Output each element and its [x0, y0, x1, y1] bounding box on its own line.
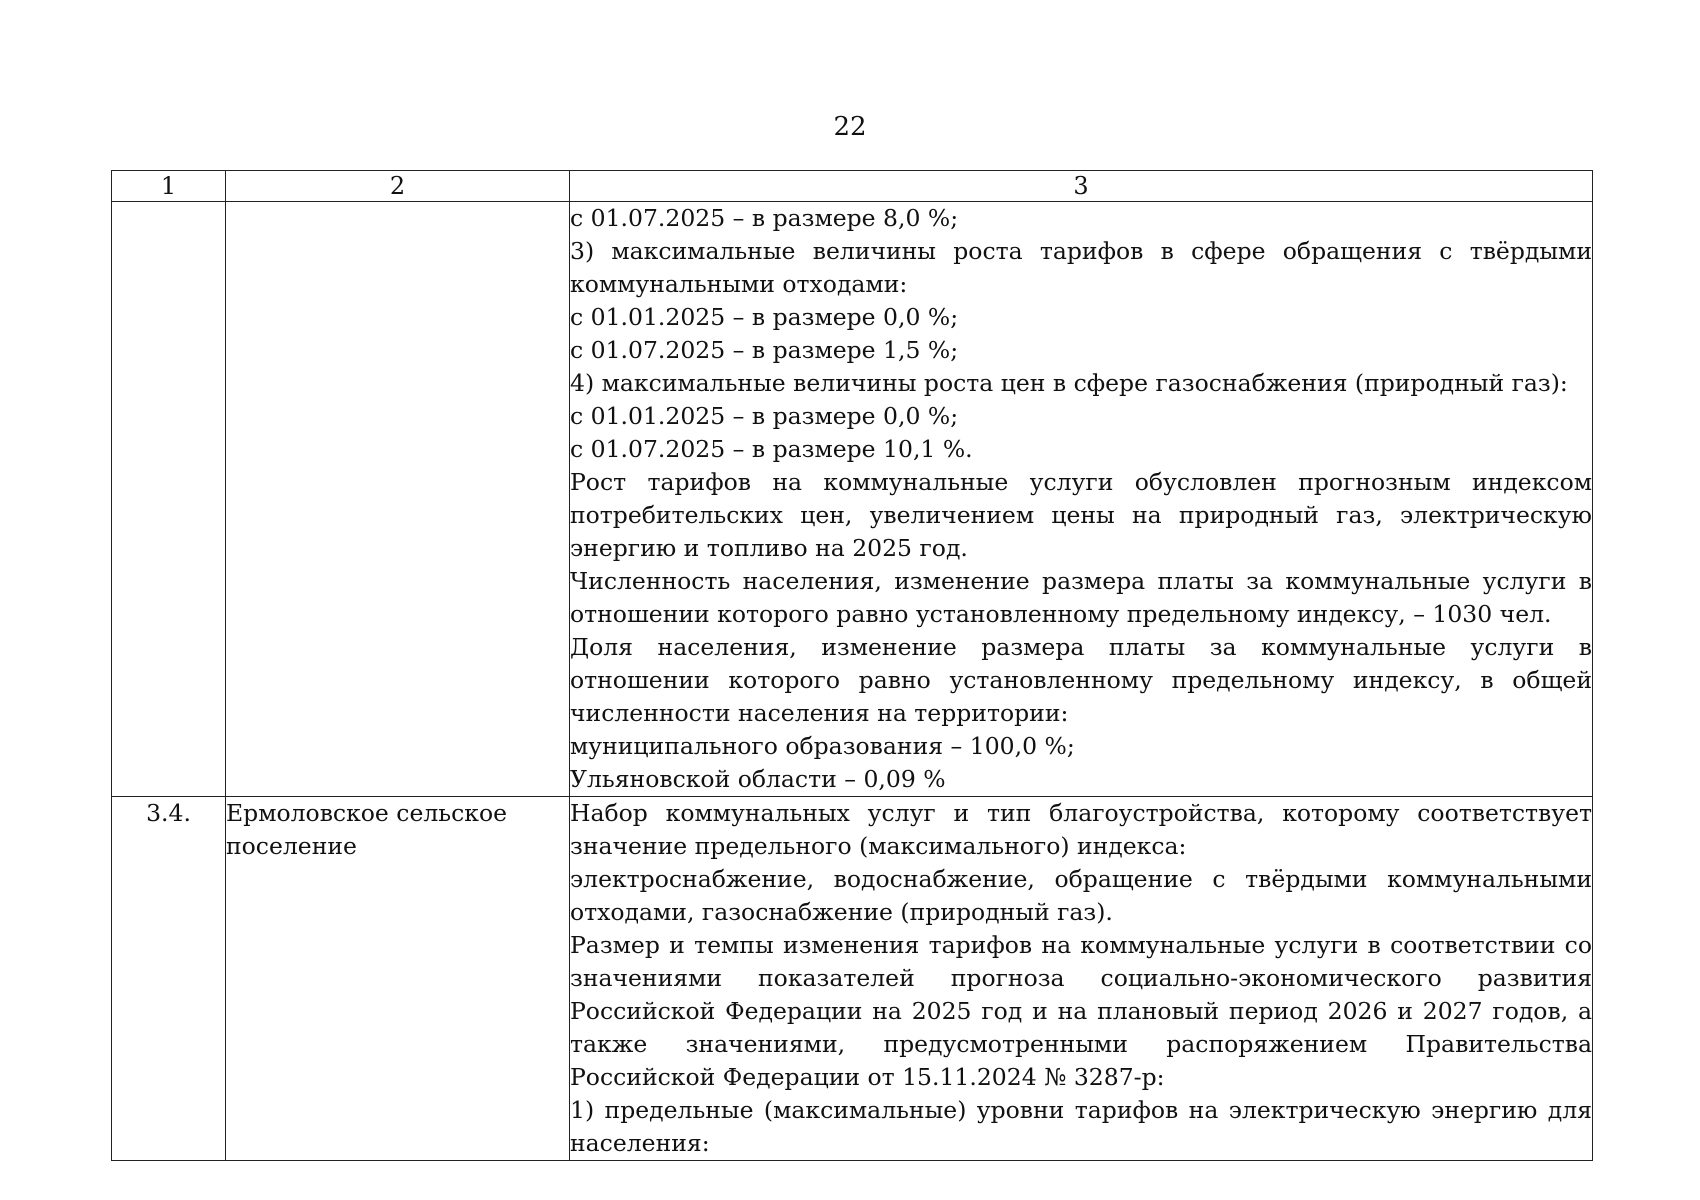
- header-col-3: 3: [570, 171, 1593, 202]
- text-line: муниципального образования – 100,0 %;: [570, 732, 1075, 760]
- table-row: [112, 202, 1593, 797]
- header-col-2: 2: [226, 171, 570, 202]
- text-line: с 01.07.2025 – в размере 10,1 %.: [570, 435, 973, 463]
- text-line: с 01.07.2025 – в размере 1,5 %;: [570, 336, 959, 364]
- table-row: [112, 797, 1593, 1161]
- text-paragraph: Численность населения, изменение размера платы за коммунальные услуги в отношении которого равно установленному предельному индексу, – 1030 чел.: [570, 567, 1592, 628]
- description-cell: [570, 797, 1593, 1161]
- page-number: 22: [833, 112, 867, 142]
- text-line: с 01.01.2025 – в размере 0,0 %;: [570, 402, 959, 430]
- text-paragraph: Доля населения, изменение размера платы за коммунальные услуги в отношении которого равно установленному предельному индексу, в общей численности населения на территории:: [570, 633, 1592, 727]
- text-paragraph: Набор коммунальных услуг и тип благоустройства, которому соответствует значение предельного (максимального) индекса:: [570, 799, 1592, 860]
- text-paragraph: Рост тарифов на коммунальные услуги обусловлен прогнозным индексом потребительских цен, увеличением цены на природный газ, электрическую энергию и топливо на 2025 год.: [570, 468, 1592, 562]
- settlement-name-cell: Ермоловское сельское поселение: [226, 797, 570, 1161]
- table-header-row: [112, 171, 1593, 202]
- settlement-name-cell: [226, 202, 570, 797]
- row-number-cell: 3.4.: [112, 797, 226, 1161]
- text-paragraph: 1) предельные (максимальные) уровни тарифов на электрическую энергию для населения:: [570, 1096, 1592, 1157]
- text-line: Ульяновской области – 0,09 %: [570, 765, 946, 793]
- text-paragraph: 3) максимальные величины роста тарифов в сфере обращения с твёрдыми коммунальными отходами:: [570, 237, 1592, 298]
- text-paragraph: электроснабжение, водоснабжение, обращение с твёрдыми коммунальными отходами, газоснабжение (природный газ).: [570, 865, 1592, 926]
- text-line: 4) максимальные величины роста цен в сфере газоснабжения (природный газ):: [570, 369, 1568, 397]
- tariff-table: [111, 170, 1593, 1161]
- text-paragraph: Размер и темпы изменения тарифов на коммунальные услуги в соответствии со значениями показателей прогноза социально-экономического развития Российской Федерации на 2025 год и на плановый период 2026 и 2027 годов, а также значениями, предусмотренными распоряжением Правительства Российской Федерации от 15.11.2024 № 3287-р:: [570, 931, 1592, 1091]
- text-line: с 01.07.2025 – в размере 8,0 %;: [570, 204, 959, 232]
- row-number-cell: [112, 202, 226, 797]
- header-col-1: 1: [112, 171, 226, 202]
- description-cell: [570, 202, 1593, 797]
- text-line: с 01.01.2025 – в размере 0,0 %;: [570, 303, 959, 331]
